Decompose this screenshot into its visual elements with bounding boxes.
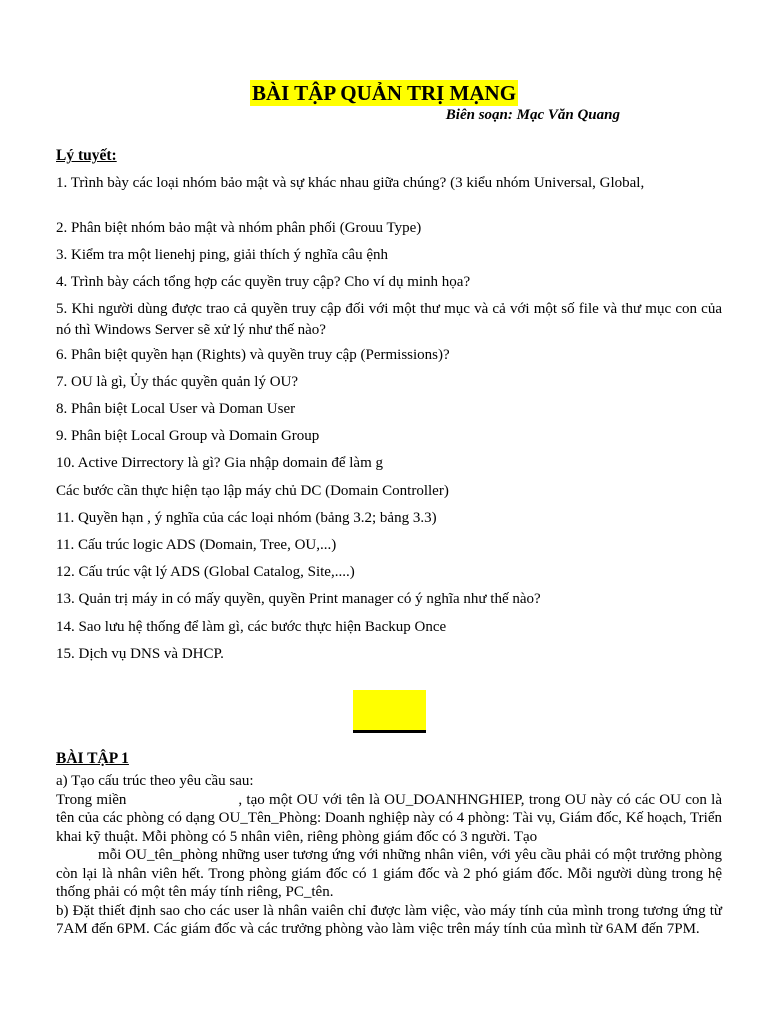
theory-item: 14. Sao lưu hệ thống để làm gì, các bước thực hiện Backup Once <box>56 619 447 635</box>
part-b-text: b) Đặt thiết định sao cho các user là nhân vaiên chỉ được làm việc, vào máy tính của mình trong tương ứng từ 7AM đến 6PM. Các giám đốc và các trưởng phòng vào làm việc trên máy tính của mình từ 6AM đến 7PM. <box>56 902 722 937</box>
part-a-start: Trong miền <box>56 791 127 808</box>
theory-item: 11. Quyền hạn , ý nghĩa của các loại nhóm (bảng 3.2; bảng 3.3) <box>56 510 437 526</box>
theory-item: 2. Phân biệt nhóm bảo mật và nhóm phân phối (Grouu Type) <box>56 220 422 236</box>
part-a-cont: , tạo một OU với tên là OU_DOANHNGHIEP, trong OU này có các OU con là tên của các phòng có dạng OU_Tên_Phòng: Doanh nghiệp này có 4 phòng: Tài vụ, Giám đốc, Kế hoạch, Triển khai kỹ thuật. Mỗi phòng có 5 nhân viên, riêng phòng giám đốc có 3 người. Tạo <box>56 791 722 845</box>
theory-item: 6. Phân biệt quyền hạn (Rights) và quyền truy cập (Permissions)? <box>56 347 450 363</box>
theory-item: 7. OU là gì, Ủy thác quyền quản lý OU? <box>56 374 299 390</box>
theory-item: 9. Phân biệt Local Group và Domain Group <box>56 428 320 444</box>
exercise-heading: BÀI TẬP 1 <box>56 750 129 767</box>
theory-heading: Lý tuyết: <box>56 147 117 164</box>
highlight-block <box>353 690 426 733</box>
theory-item: 3. Kiểm tra một lienehj ping, giải thích ý nghĩa câu ệnh <box>56 247 388 263</box>
theory-item: 15. Dịch vụ DNS và DHCP. <box>56 646 224 662</box>
document-title: BÀI TẬP QUẢN TRỊ MẠNG <box>251 81 517 105</box>
part-a-label: a) Tạo cấu trúc theo yêu cầu sau: <box>56 773 254 789</box>
theory-item: 12. Cấu trúc vật lý ADS (Global Catalog, Site,....) <box>56 564 355 580</box>
theory-item: 11. Cấu trúc logic ADS (Domain, Tree, OU,...) <box>56 537 337 553</box>
exercise-body <box>56 772 722 939</box>
author-line: Biên soạn: Mạc Văn Quang <box>445 107 620 123</box>
theory-item: 4. Trình bày cách tổng hợp các quyền truy cập? Cho ví dụ minh họa? <box>56 274 471 290</box>
theory-item: 8. Phân biệt Local User và Doman User <box>56 401 296 417</box>
theory-item: 10. Active Dirrectory là gì? Gia nhập domain để làm g <box>56 455 383 471</box>
theory-item: Các bước cần thực hiện tạo lập máy chủ DC (Domain Controller) <box>56 483 449 499</box>
theory-item: 13. Quản trị máy in có mấy quyền, quyền Print manager có ý nghĩa như thế nào? <box>56 591 541 607</box>
theory-item: 5. Khi người dùng được trao cả quyền truy cập đối với một thư mục và cả với một số file và thư mục con của nó thì Windows Server sẽ xử lý như thế nào? <box>56 301 722 338</box>
part-a-text <box>56 791 722 902</box>
theory-item: 1. Trình bày các loại nhóm bảo mật và sự khác nhau giữa chúng? (3 kiểu nhóm Universal, Global, <box>56 175 645 191</box>
part-a-cont2: mỗi OU_tên_phòng những user tương ứng với những nhân viên, với yêu cầu phải có một trưởng phòng còn lại là nhân viên hết. Trong phòng giám đốc có 1 giám đốc và 2 phó giám đốc. Mỗi người dùng trong hệ thống phải có một tên máy tính riêng, PC_tên. <box>56 847 722 900</box>
title-wrapper <box>0 80 768 106</box>
